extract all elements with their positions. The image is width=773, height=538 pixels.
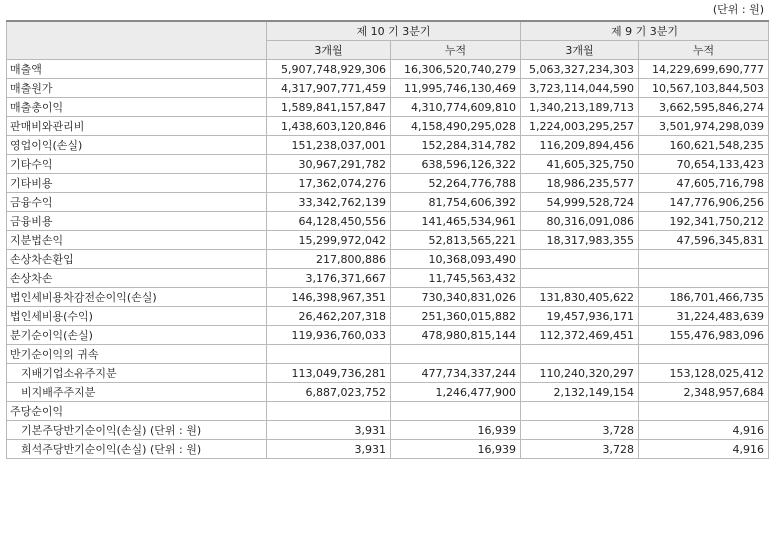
cell-v4: 4,916 <box>639 421 769 440</box>
cell-v3 <box>521 269 639 288</box>
cell-v1: 3,931 <box>267 440 391 459</box>
cell-v4: 47,605,716,798 <box>639 174 769 193</box>
row-label: 기타비용 <box>7 174 267 193</box>
row-label: 기타수익 <box>7 155 267 174</box>
table-row <box>7 364 769 383</box>
table-row <box>7 383 769 402</box>
table-row <box>7 326 769 345</box>
cell-v1: 5,907,748,929,306 <box>267 60 391 79</box>
cell-v2 <box>391 345 521 364</box>
header-current-3m: 3개월 <box>267 41 391 60</box>
cell-v4: 160,621,548,235 <box>639 136 769 155</box>
table-row <box>7 212 769 231</box>
cell-v3: 131,830,405,622 <box>521 288 639 307</box>
income-statement-table <box>6 20 769 459</box>
cell-v2: 11,745,563,432 <box>391 269 521 288</box>
cell-v1: 33,342,762,139 <box>267 193 391 212</box>
cell-v3: 112,372,469,451 <box>521 326 639 345</box>
row-label: 법인세비용차감전순이익(손실) <box>7 288 267 307</box>
cell-v4: 155,476,983,096 <box>639 326 769 345</box>
cell-v2 <box>391 402 521 421</box>
cell-v3: 1,224,003,295,257 <box>521 117 639 136</box>
cell-v4: 10,567,103,844,503 <box>639 79 769 98</box>
row-label: 지배기업소유주지분 <box>7 364 267 383</box>
cell-v2: 1,246,477,900 <box>391 383 521 402</box>
table-row <box>7 193 769 212</box>
cell-v2: 477,734,337,244 <box>391 364 521 383</box>
row-label: 희석주당반기순이익(손실) (단위 : 원) <box>7 440 267 459</box>
table-body <box>7 60 769 459</box>
cell-v4: 14,229,699,690,777 <box>639 60 769 79</box>
cell-v1: 151,238,037,001 <box>267 136 391 155</box>
row-label: 지분법손익 <box>7 231 267 250</box>
row-label: 손상차손 <box>7 269 267 288</box>
header-current-cum: 누적 <box>391 41 521 60</box>
row-label: 영업이익(손실) <box>7 136 267 155</box>
row-label: 매출원가 <box>7 79 267 98</box>
cell-v3: 3,723,114,044,590 <box>521 79 639 98</box>
row-label: 매출액 <box>7 60 267 79</box>
cell-v3: 18,317,983,355 <box>521 231 639 250</box>
cell-v1: 64,128,450,556 <box>267 212 391 231</box>
cell-v1: 119,936,760,033 <box>267 326 391 345</box>
cell-v3: 2,132,149,154 <box>521 383 639 402</box>
table-row <box>7 60 769 79</box>
table-row <box>7 250 769 269</box>
cell-v2: 730,340,831,026 <box>391 288 521 307</box>
cell-v1: 217,800,886 <box>267 250 391 269</box>
cell-v4: 147,776,906,256 <box>639 193 769 212</box>
row-label: 금융수익 <box>7 193 267 212</box>
header-period-current: 제 10 기 3분기 <box>267 21 521 41</box>
cell-v3: 54,999,528,724 <box>521 193 639 212</box>
cell-v2: 638,596,126,322 <box>391 155 521 174</box>
cell-v2: 141,465,534,961 <box>391 212 521 231</box>
cell-v1: 113,049,736,281 <box>267 364 391 383</box>
cell-v4: 4,916 <box>639 440 769 459</box>
table-row <box>7 402 769 421</box>
cell-v3: 116,209,894,456 <box>521 136 639 155</box>
cell-v4 <box>639 269 769 288</box>
table-row <box>7 231 769 250</box>
cell-v3: 3,728 <box>521 440 639 459</box>
cell-v4: 70,654,133,423 <box>639 155 769 174</box>
cell-v2: 10,368,093,490 <box>391 250 521 269</box>
cell-v4: 2,348,957,684 <box>639 383 769 402</box>
cell-v2: 4,158,490,295,028 <box>391 117 521 136</box>
cell-v1: 17,362,074,276 <box>267 174 391 193</box>
row-label: 판매비와관리비 <box>7 117 267 136</box>
header-period-prior: 제 9 기 3분기 <box>521 21 769 41</box>
cell-v2: 11,995,746,130,469 <box>391 79 521 98</box>
cell-v3 <box>521 345 639 364</box>
cell-v2: 16,939 <box>391 421 521 440</box>
cell-v2: 152,284,314,782 <box>391 136 521 155</box>
cell-v2: 81,754,606,392 <box>391 193 521 212</box>
cell-v1: 3,176,371,667 <box>267 269 391 288</box>
cell-v2: 4,310,774,609,810 <box>391 98 521 117</box>
cell-v1: 26,462,207,318 <box>267 307 391 326</box>
header-prior-cum: 누적 <box>639 41 769 60</box>
cell-v1: 3,931 <box>267 421 391 440</box>
cell-v2: 52,813,565,221 <box>391 231 521 250</box>
row-label: 기본주당반기순이익(손실) (단위 : 원) <box>7 421 267 440</box>
cell-v3: 41,605,325,750 <box>521 155 639 174</box>
header-label-cell <box>7 21 267 60</box>
row-label: 주당순이익 <box>7 402 267 421</box>
cell-v4: 31,224,483,639 <box>639 307 769 326</box>
cell-v2: 478,980,815,144 <box>391 326 521 345</box>
table-row <box>7 174 769 193</box>
cell-v3 <box>521 402 639 421</box>
cell-v3: 19,457,936,171 <box>521 307 639 326</box>
cell-v4: 186,701,466,735 <box>639 288 769 307</box>
cell-v1: 15,299,972,042 <box>267 231 391 250</box>
cell-v1: 4,317,907,771,459 <box>267 79 391 98</box>
table-row <box>7 117 769 136</box>
table-row <box>7 345 769 364</box>
row-label: 비지배주주지분 <box>7 383 267 402</box>
cell-v4: 153,128,025,412 <box>639 364 769 383</box>
unit-note: (단위 : 원) <box>712 3 764 16</box>
cell-v4 <box>639 345 769 364</box>
row-label: 금융비용 <box>7 212 267 231</box>
table-row <box>7 440 769 459</box>
cell-v2: 52,264,776,788 <box>391 174 521 193</box>
cell-v2: 16,939 <box>391 440 521 459</box>
cell-v1: 1,589,841,157,847 <box>267 98 391 117</box>
cell-v1: 1,438,603,120,846 <box>267 117 391 136</box>
cell-v2: 251,360,015,882 <box>391 307 521 326</box>
table-row <box>7 155 769 174</box>
table-row <box>7 79 769 98</box>
header-row-periods <box>7 21 769 41</box>
row-label: 분기순이익(손실) <box>7 326 267 345</box>
cell-v3: 3,728 <box>521 421 639 440</box>
table-row <box>7 288 769 307</box>
table-row <box>7 421 769 440</box>
row-label: 매출총이익 <box>7 98 267 117</box>
cell-v4: 3,662,595,846,274 <box>639 98 769 117</box>
cell-v4 <box>639 402 769 421</box>
cell-v1 <box>267 402 391 421</box>
row-label: 손상차손환입 <box>7 250 267 269</box>
cell-v4: 3,501,974,298,039 <box>639 117 769 136</box>
cell-v4 <box>639 250 769 269</box>
cell-v1 <box>267 345 391 364</box>
header-prior-3m: 3개월 <box>521 41 639 60</box>
table-row <box>7 136 769 155</box>
cell-v1: 6,887,023,752 <box>267 383 391 402</box>
cell-v4: 192,341,750,212 <box>639 212 769 231</box>
table-row <box>7 307 769 326</box>
cell-v3 <box>521 250 639 269</box>
cell-v2: 16,306,520,740,279 <box>391 60 521 79</box>
cell-v4: 47,596,345,831 <box>639 231 769 250</box>
cell-v1: 146,398,967,351 <box>267 288 391 307</box>
row-label: 반기순이익의 귀속 <box>7 345 267 364</box>
cell-v3: 1,340,213,189,713 <box>521 98 639 117</box>
cell-v3: 110,240,320,297 <box>521 364 639 383</box>
cell-v3: 5,063,327,234,303 <box>521 60 639 79</box>
row-label: 법인세비용(수익) <box>7 307 267 326</box>
table-row <box>7 98 769 117</box>
cell-v3: 18,986,235,577 <box>521 174 639 193</box>
cell-v3: 80,316,091,086 <box>521 212 639 231</box>
cell-v1: 30,967,291,782 <box>267 155 391 174</box>
table-row <box>7 269 769 288</box>
